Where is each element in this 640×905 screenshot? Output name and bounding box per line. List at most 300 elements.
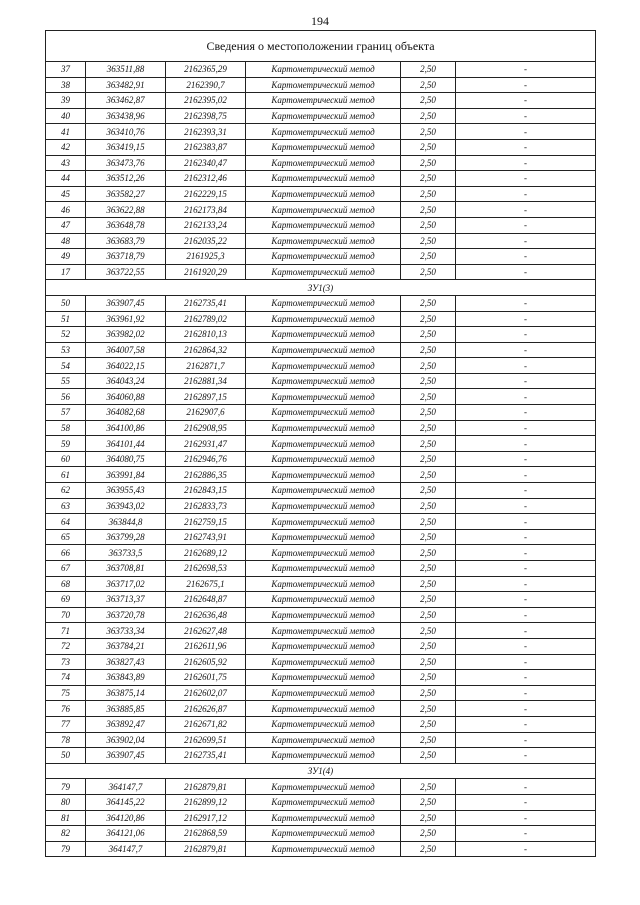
- description-cell: -: [456, 389, 596, 405]
- method-cell: Картометрический метод: [246, 841, 401, 857]
- coord-x-cell: 363991,84: [86, 467, 166, 483]
- point-number-cell: 47: [46, 217, 86, 233]
- table-row: [46, 498, 596, 514]
- coord-y-cell: 2162675,1: [166, 576, 246, 592]
- coord-y-cell: 2162907,6: [166, 405, 246, 421]
- point-number-cell: 79: [46, 779, 86, 795]
- method-cell: Картометрический метод: [246, 311, 401, 327]
- coord-x-cell: 363843,89: [86, 670, 166, 686]
- accuracy-cell: 2,50: [401, 436, 456, 452]
- method-cell: Картометрический метод: [246, 436, 401, 452]
- coord-y-cell: 2162601,75: [166, 670, 246, 686]
- coord-x-cell: 363511,88: [86, 62, 166, 78]
- table-row: [46, 576, 596, 592]
- point-number-cell: 55: [46, 373, 86, 389]
- table-row: [46, 451, 596, 467]
- point-number-cell: 53: [46, 342, 86, 358]
- coord-x-cell: 363943,02: [86, 498, 166, 514]
- method-cell: Картометрический метод: [246, 514, 401, 530]
- description-cell: -: [456, 623, 596, 639]
- description-cell: -: [456, 342, 596, 358]
- coord-x-cell: 364100,86: [86, 420, 166, 436]
- coord-x-cell: 363482,91: [86, 77, 166, 93]
- method-cell: Картометрический метод: [246, 93, 401, 109]
- description-cell: -: [456, 467, 596, 483]
- accuracy-cell: 2,50: [401, 670, 456, 686]
- coord-y-cell: 2162395,02: [166, 93, 246, 109]
- point-number-cell: 64: [46, 514, 86, 530]
- description-cell: -: [456, 373, 596, 389]
- coord-x-cell: 364082,68: [86, 405, 166, 421]
- coord-x-cell: 363718,79: [86, 249, 166, 265]
- description-cell: -: [456, 841, 596, 857]
- table-row: [46, 295, 596, 311]
- accuracy-cell: 2,50: [401, 93, 456, 109]
- method-cell: Картометрический метод: [246, 155, 401, 171]
- table-row: [46, 561, 596, 577]
- point-number-cell: 58: [46, 420, 86, 436]
- accuracy-cell: 2,50: [401, 716, 456, 732]
- accuracy-cell: 2,50: [401, 654, 456, 670]
- description-cell: -: [456, 420, 596, 436]
- table-row: [46, 701, 596, 717]
- method-cell: Картометрический метод: [246, 638, 401, 654]
- accuracy-cell: 2,50: [401, 638, 456, 654]
- accuracy-cell: 2,50: [401, 124, 456, 140]
- coord-y-cell: 2162789,02: [166, 311, 246, 327]
- point-number-cell: 39: [46, 93, 86, 109]
- accuracy-cell: 2,50: [401, 249, 456, 265]
- accuracy-cell: 2,50: [401, 186, 456, 202]
- accuracy-cell: 2,50: [401, 545, 456, 561]
- point-number-cell: 56: [46, 389, 86, 405]
- table-row: [46, 77, 596, 93]
- accuracy-cell: 2,50: [401, 373, 456, 389]
- point-number-cell: 37: [46, 62, 86, 78]
- coord-y-cell: 2162886,35: [166, 467, 246, 483]
- description-cell: -: [456, 62, 596, 78]
- table-row: [46, 436, 596, 452]
- method-cell: Картометрический метод: [246, 483, 401, 499]
- coord-y-cell: 2162759,15: [166, 514, 246, 530]
- method-cell: Картометрический метод: [246, 264, 401, 280]
- accuracy-cell: 2,50: [401, 327, 456, 343]
- method-cell: Картометрический метод: [246, 779, 401, 795]
- coord-y-cell: 2162868,59: [166, 826, 246, 842]
- method-cell: Картометрический метод: [246, 498, 401, 514]
- accuracy-cell: 2,50: [401, 139, 456, 155]
- table-row: [46, 467, 596, 483]
- point-number-cell: 80: [46, 794, 86, 810]
- point-number-cell: 78: [46, 732, 86, 748]
- coord-x-cell: 363722,55: [86, 264, 166, 280]
- table-row: [46, 233, 596, 249]
- coord-y-cell: 2162626,87: [166, 701, 246, 717]
- accuracy-cell: 2,50: [401, 295, 456, 311]
- section-row: [46, 280, 596, 296]
- coord-x-cell: 363512,26: [86, 171, 166, 187]
- coord-y-cell: 2162229,15: [166, 186, 246, 202]
- table-row: [46, 389, 596, 405]
- table-row: [46, 139, 596, 155]
- accuracy-cell: 2,50: [401, 389, 456, 405]
- coord-x-cell: 364022,15: [86, 358, 166, 374]
- table-row: [46, 420, 596, 436]
- method-cell: Картометрический метод: [246, 295, 401, 311]
- description-cell: -: [456, 186, 596, 202]
- point-number-cell: 77: [46, 716, 86, 732]
- accuracy-cell: 2,50: [401, 217, 456, 233]
- description-cell: -: [456, 794, 596, 810]
- point-number-cell: 46: [46, 202, 86, 218]
- description-cell: -: [456, 451, 596, 467]
- coord-x-cell: 364043,24: [86, 373, 166, 389]
- table-row: [46, 514, 596, 530]
- point-number-cell: 79: [46, 841, 86, 857]
- accuracy-cell: 2,50: [401, 701, 456, 717]
- coord-y-cell: 2162398,75: [166, 108, 246, 124]
- coord-y-cell: 2162897,15: [166, 389, 246, 405]
- table-row: [46, 483, 596, 499]
- method-cell: Картометрический метод: [246, 732, 401, 748]
- table-row: [46, 358, 596, 374]
- coord-y-cell: 2162735,41: [166, 295, 246, 311]
- accuracy-cell: 2,50: [401, 405, 456, 421]
- method-cell: Картометрический метод: [246, 342, 401, 358]
- description-cell: -: [456, 545, 596, 561]
- point-number-cell: 62: [46, 483, 86, 499]
- coord-x-cell: 363410,76: [86, 124, 166, 140]
- description-cell: -: [456, 685, 596, 701]
- method-cell: Картометрический метод: [246, 592, 401, 608]
- method-cell: Картометрический метод: [246, 373, 401, 389]
- method-cell: Картометрический метод: [246, 794, 401, 810]
- table-row: [46, 124, 596, 140]
- coord-y-cell: 2162743,91: [166, 529, 246, 545]
- description-cell: -: [456, 436, 596, 452]
- coord-x-cell: 363907,45: [86, 295, 166, 311]
- point-number-cell: 51: [46, 311, 86, 327]
- method-cell: Картометрический метод: [246, 139, 401, 155]
- method-cell: Картометрический метод: [246, 748, 401, 764]
- accuracy-cell: 2,50: [401, 732, 456, 748]
- point-number-cell: 76: [46, 701, 86, 717]
- point-number-cell: 48: [46, 233, 86, 249]
- coord-y-cell: 2162383,87: [166, 139, 246, 155]
- coord-x-cell: 364101,44: [86, 436, 166, 452]
- coord-x-cell: 363708,81: [86, 561, 166, 577]
- description-cell: -: [456, 483, 596, 499]
- method-cell: Картометрический метод: [246, 77, 401, 93]
- coord-y-cell: 2162931,47: [166, 436, 246, 452]
- description-cell: -: [456, 701, 596, 717]
- table-row: [46, 155, 596, 171]
- coord-x-cell: 363622,88: [86, 202, 166, 218]
- accuracy-cell: 2,50: [401, 233, 456, 249]
- method-cell: Картометрический метод: [246, 529, 401, 545]
- description-cell: -: [456, 748, 596, 764]
- description-cell: -: [456, 576, 596, 592]
- description-cell: -: [456, 716, 596, 732]
- method-cell: Картометрический метод: [246, 358, 401, 374]
- method-cell: Картометрический метод: [246, 186, 401, 202]
- description-cell: -: [456, 561, 596, 577]
- coord-x-cell: 363907,45: [86, 748, 166, 764]
- coord-y-cell: 2161920,29: [166, 264, 246, 280]
- coord-y-cell: 2162864,32: [166, 342, 246, 358]
- table-row: [46, 62, 596, 78]
- point-number-cell: 73: [46, 654, 86, 670]
- method-cell: Картометрический метод: [246, 249, 401, 265]
- section-label: ЗУ1(3): [46, 280, 596, 296]
- coord-x-cell: 364007,58: [86, 342, 166, 358]
- coord-y-cell: 2162917,12: [166, 810, 246, 826]
- coord-y-cell: 2162689,12: [166, 545, 246, 561]
- table-row: [46, 171, 596, 187]
- coord-y-cell: 2162698,53: [166, 561, 246, 577]
- table-title: Сведения о местоположении границ объекта: [46, 31, 596, 62]
- table-row: [46, 327, 596, 343]
- coord-y-cell: 2162648,87: [166, 592, 246, 608]
- coord-x-cell: 363875,14: [86, 685, 166, 701]
- method-cell: Картометрический метод: [246, 576, 401, 592]
- method-cell: Картометрический метод: [246, 233, 401, 249]
- table-row: [46, 841, 596, 857]
- description-cell: -: [456, 670, 596, 686]
- coord-x-cell: 363713,37: [86, 592, 166, 608]
- accuracy-cell: 2,50: [401, 607, 456, 623]
- description-cell: -: [456, 638, 596, 654]
- coord-y-cell: 2162627,48: [166, 623, 246, 639]
- method-cell: Картометрический метод: [246, 124, 401, 140]
- description-cell: -: [456, 810, 596, 826]
- table-row: [46, 623, 596, 639]
- coord-x-cell: 363844,8: [86, 514, 166, 530]
- table-row: [46, 592, 596, 608]
- method-cell: Картометрический метод: [246, 108, 401, 124]
- boundary-coordinates-table: [45, 30, 596, 857]
- accuracy-cell: 2,50: [401, 841, 456, 857]
- accuracy-cell: 2,50: [401, 810, 456, 826]
- table-row: [46, 810, 596, 826]
- accuracy-cell: 2,50: [401, 420, 456, 436]
- method-cell: Картометрический метод: [246, 826, 401, 842]
- coord-y-cell: 2162833,73: [166, 498, 246, 514]
- coord-y-cell: 2162735,41: [166, 748, 246, 764]
- table-row: [46, 779, 596, 795]
- coord-y-cell: 2162611,96: [166, 638, 246, 654]
- coord-x-cell: 363733,34: [86, 623, 166, 639]
- point-number-cell: 72: [46, 638, 86, 654]
- point-number-cell: 54: [46, 358, 86, 374]
- method-cell: Картометрический метод: [246, 202, 401, 218]
- accuracy-cell: 2,50: [401, 561, 456, 577]
- coord-y-cell: 2162843,15: [166, 483, 246, 499]
- description-cell: -: [456, 217, 596, 233]
- description-cell: -: [456, 498, 596, 514]
- point-number-cell: 74: [46, 670, 86, 686]
- method-cell: Картометрический метод: [246, 171, 401, 187]
- coord-x-cell: 363827,43: [86, 654, 166, 670]
- coord-y-cell: 2162810,13: [166, 327, 246, 343]
- point-number-cell: 70: [46, 607, 86, 623]
- description-cell: -: [456, 233, 596, 249]
- coord-y-cell: 2162636,48: [166, 607, 246, 623]
- method-cell: Картометрический метод: [246, 654, 401, 670]
- coord-y-cell: 2162699,51: [166, 732, 246, 748]
- table-row: [46, 264, 596, 280]
- coord-y-cell: 2162871,7: [166, 358, 246, 374]
- coord-y-cell: 2162671,82: [166, 716, 246, 732]
- point-number-cell: 38: [46, 77, 86, 93]
- table-row: [46, 202, 596, 218]
- section-label: ЗУ1(4): [46, 763, 596, 779]
- accuracy-cell: 2,50: [401, 498, 456, 514]
- coord-y-cell: 2162312,46: [166, 171, 246, 187]
- point-number-cell: 63: [46, 498, 86, 514]
- point-number-cell: 66: [46, 545, 86, 561]
- coord-x-cell: 363902,04: [86, 732, 166, 748]
- table-row: [46, 670, 596, 686]
- point-number-cell: 50: [46, 748, 86, 764]
- method-cell: Картометрический метод: [246, 405, 401, 421]
- accuracy-cell: 2,50: [401, 685, 456, 701]
- table-row: [46, 186, 596, 202]
- table-row: [46, 342, 596, 358]
- accuracy-cell: 2,50: [401, 108, 456, 124]
- coord-x-cell: 363955,43: [86, 483, 166, 499]
- point-number-cell: 41: [46, 124, 86, 140]
- accuracy-cell: 2,50: [401, 592, 456, 608]
- method-cell: Картометрический метод: [246, 685, 401, 701]
- point-number-cell: 57: [46, 405, 86, 421]
- coord-x-cell: 364147,7: [86, 841, 166, 857]
- coord-y-cell: 2162946,76: [166, 451, 246, 467]
- description-cell: -: [456, 139, 596, 155]
- point-number-cell: 71: [46, 623, 86, 639]
- accuracy-cell: 2,50: [401, 748, 456, 764]
- coord-x-cell: 363799,28: [86, 529, 166, 545]
- point-number-cell: 81: [46, 810, 86, 826]
- point-number-cell: 75: [46, 685, 86, 701]
- accuracy-cell: 2,50: [401, 794, 456, 810]
- coord-x-cell: 363462,87: [86, 93, 166, 109]
- point-number-cell: 59: [46, 436, 86, 452]
- coord-x-cell: 364145,22: [86, 794, 166, 810]
- coord-y-cell: 2162908,95: [166, 420, 246, 436]
- point-number-cell: 68: [46, 576, 86, 592]
- description-cell: -: [456, 779, 596, 795]
- coord-x-cell: 363473,76: [86, 155, 166, 171]
- coord-y-cell: 2162340,47: [166, 155, 246, 171]
- point-number-cell: 67: [46, 561, 86, 577]
- accuracy-cell: 2,50: [401, 623, 456, 639]
- coord-x-cell: 363648,78: [86, 217, 166, 233]
- coord-y-cell: 2162605,92: [166, 654, 246, 670]
- coord-y-cell: 2162602,07: [166, 685, 246, 701]
- point-number-cell: 45: [46, 186, 86, 202]
- table-row: [46, 794, 596, 810]
- method-cell: Картометрический метод: [246, 545, 401, 561]
- table-row: [46, 685, 596, 701]
- method-cell: Картометрический метод: [246, 389, 401, 405]
- coord-x-cell: 363438,96: [86, 108, 166, 124]
- method-cell: Картометрический метод: [246, 716, 401, 732]
- method-cell: Картометрический метод: [246, 623, 401, 639]
- description-cell: -: [456, 93, 596, 109]
- method-cell: Картометрический метод: [246, 670, 401, 686]
- point-number-cell: 43: [46, 155, 86, 171]
- method-cell: Картометрический метод: [246, 327, 401, 343]
- method-cell: Картометрический метод: [246, 217, 401, 233]
- coord-y-cell: 2162133,24: [166, 217, 246, 233]
- method-cell: Картометрический метод: [246, 561, 401, 577]
- description-cell: -: [456, 826, 596, 842]
- point-number-cell: 69: [46, 592, 86, 608]
- accuracy-cell: 2,50: [401, 62, 456, 78]
- description-cell: -: [456, 295, 596, 311]
- point-number-cell: 49: [46, 249, 86, 265]
- description-cell: -: [456, 607, 596, 623]
- point-number-cell: 65: [46, 529, 86, 545]
- coord-y-cell: 2162390,7: [166, 77, 246, 93]
- coord-y-cell: 2162365,29: [166, 62, 246, 78]
- coord-x-cell: 363961,92: [86, 311, 166, 327]
- point-number-cell: 82: [46, 826, 86, 842]
- table-row: [46, 545, 596, 561]
- page-number: 194: [311, 14, 329, 28]
- description-cell: -: [456, 108, 596, 124]
- coord-y-cell: 2162393,31: [166, 124, 246, 140]
- table-row: [46, 217, 596, 233]
- point-number-cell: 52: [46, 327, 86, 343]
- method-cell: Картометрический метод: [246, 467, 401, 483]
- description-cell: -: [456, 77, 596, 93]
- table-row: [46, 607, 596, 623]
- table-row: [46, 405, 596, 421]
- accuracy-cell: 2,50: [401, 514, 456, 530]
- coord-y-cell: 2161925,3: [166, 249, 246, 265]
- coord-x-cell: 363582,27: [86, 186, 166, 202]
- table-row: [46, 732, 596, 748]
- coord-y-cell: 2162879,81: [166, 779, 246, 795]
- point-number-cell: 17: [46, 264, 86, 280]
- description-cell: -: [456, 592, 596, 608]
- description-cell: -: [456, 202, 596, 218]
- coord-x-cell: 364121,06: [86, 826, 166, 842]
- point-number-cell: 40: [46, 108, 86, 124]
- description-cell: -: [456, 654, 596, 670]
- table-row: [46, 93, 596, 109]
- coord-x-cell: 364120,86: [86, 810, 166, 826]
- accuracy-cell: 2,50: [401, 342, 456, 358]
- method-cell: Картометрический метод: [246, 810, 401, 826]
- description-cell: -: [456, 264, 596, 280]
- method-cell: Картометрический метод: [246, 451, 401, 467]
- point-number-cell: 50: [46, 295, 86, 311]
- coord-x-cell: 363784,21: [86, 638, 166, 654]
- table-row: [46, 373, 596, 389]
- coord-x-cell: 364080,75: [86, 451, 166, 467]
- description-cell: -: [456, 311, 596, 327]
- accuracy-cell: 2,50: [401, 826, 456, 842]
- coord-x-cell: 363717,02: [86, 576, 166, 592]
- coord-x-cell: 363982,02: [86, 327, 166, 343]
- table-row: [46, 638, 596, 654]
- method-cell: Картометрический метод: [246, 607, 401, 623]
- coord-x-cell: 364060,88: [86, 389, 166, 405]
- point-number-cell: 42: [46, 139, 86, 155]
